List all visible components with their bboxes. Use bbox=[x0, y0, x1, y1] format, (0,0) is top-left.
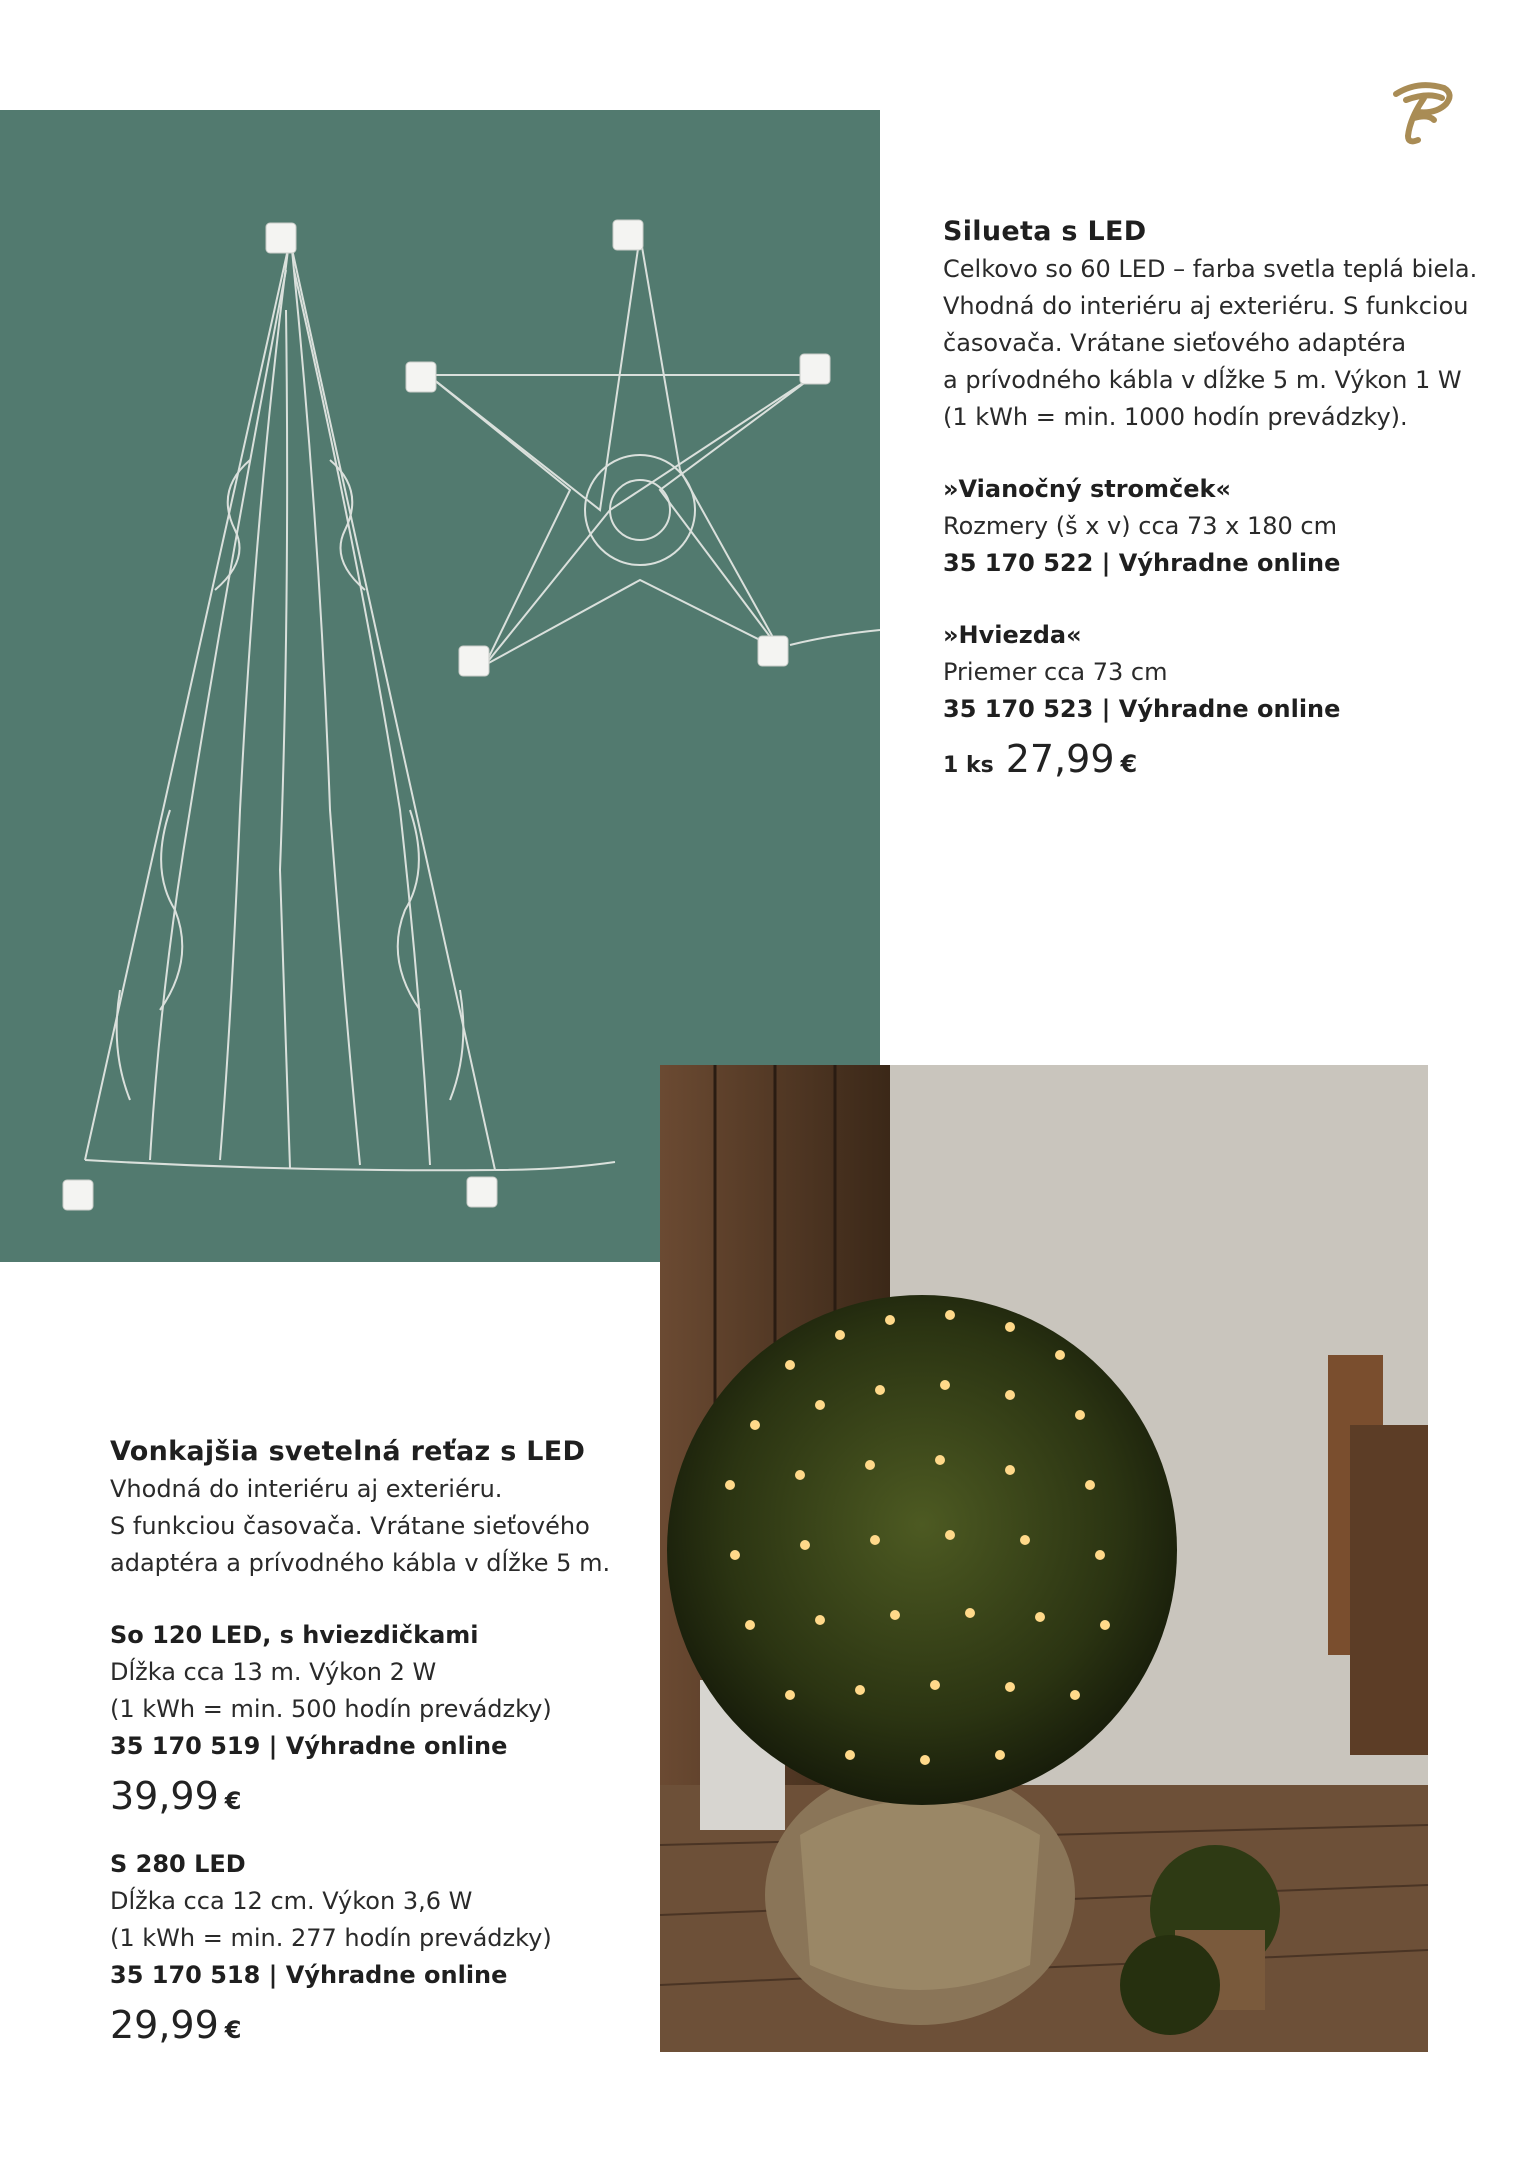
variant-120-line: Dĺžka cca 13 m. Výkon 2 W bbox=[110, 1658, 437, 1686]
led-tree-silhouette bbox=[85, 240, 615, 1170]
silueta-desc-line: Vhodná do interiéru aj exteriéru. S funkciou bbox=[943, 292, 1469, 320]
suction-cup-hooks bbox=[63, 220, 830, 1210]
price-quantity: 1 ks bbox=[943, 753, 994, 778]
silueta-desc-line: a prívodného kábla v dĺžke 5 m. Výkon 1 W bbox=[943, 366, 1462, 394]
silueta-desc-line: časovača. Vrátane sieťového adaptéra bbox=[943, 329, 1407, 357]
currency-symbol: € bbox=[1120, 750, 1138, 778]
retaz-led-block bbox=[110, 1433, 650, 2055]
variant-tree-name: »Vianočný stromček« bbox=[943, 475, 1232, 503]
currency-symbol: € bbox=[224, 2016, 242, 2044]
brand-logo-icon bbox=[1388, 78, 1456, 148]
variant-star-code: 35 170 523 | Výhradne online bbox=[943, 695, 1341, 723]
retaz-desc-line: adaptéra a prívodného kábla v dĺžke 5 m. bbox=[110, 1549, 611, 1577]
light-ball-photo-illustration bbox=[660, 1065, 1428, 2052]
variant-280-line: (1 kWh = min. 277 hodín prevádzky) bbox=[110, 1924, 552, 1952]
variant-120-code: 35 170 519 | Výhradne online bbox=[110, 1732, 508, 1760]
variant-tree-size: Rozmery (š x v) cca 73 x 180 cm bbox=[943, 512, 1337, 540]
silueta-desc-line: Celkovo so 60 LED – farba svetla teplá biela. bbox=[943, 255, 1478, 283]
retaz-desc-line: S funkciou časovača. Vrátane sieťového bbox=[110, 1512, 590, 1540]
retaz-title: Vonkajšia svetelná reťaz s LED bbox=[110, 1436, 586, 1467]
led-star-silhouette bbox=[428, 235, 880, 665]
price-value: 29,99 bbox=[110, 2003, 219, 2047]
product-photo-light-ball bbox=[660, 1065, 1428, 2052]
variant-280-price bbox=[110, 2000, 650, 2055]
variant-280-line: Dĺžka cca 12 cm. Výkon 3,6 W bbox=[110, 1887, 473, 1915]
retaz-desc-line: Vhodná do interiéru aj exteriéru. bbox=[110, 1475, 503, 1503]
variant-tree-code: 35 170 522 | Výhradne online bbox=[943, 549, 1341, 577]
silueta-title: Silueta s LED bbox=[943, 216, 1147, 247]
variant-star-name: »Hviezda« bbox=[943, 621, 1082, 649]
variant-120-price bbox=[110, 1771, 650, 1826]
variant-120-name: So 120 LED, s hviezdičkami bbox=[110, 1621, 479, 1649]
silueta-led-block bbox=[943, 213, 1503, 791]
price-value: 27,99 bbox=[1005, 737, 1115, 781]
price-value: 39,99 bbox=[110, 1774, 219, 1818]
variant-star-size: Priemer cca 73 cm bbox=[943, 658, 1168, 686]
silueta-price bbox=[943, 734, 1503, 791]
variant-280-code: 35 170 518 | Výhradne online bbox=[110, 1961, 508, 1989]
variant-280-name: S 280 LED bbox=[110, 1850, 246, 1878]
silueta-desc-line: (1 kWh = min. 1000 hodín prevádzky). bbox=[943, 403, 1408, 431]
variant-120-line: (1 kWh = min. 500 hodín prevádzky) bbox=[110, 1695, 552, 1723]
currency-symbol: € bbox=[224, 1787, 242, 1815]
